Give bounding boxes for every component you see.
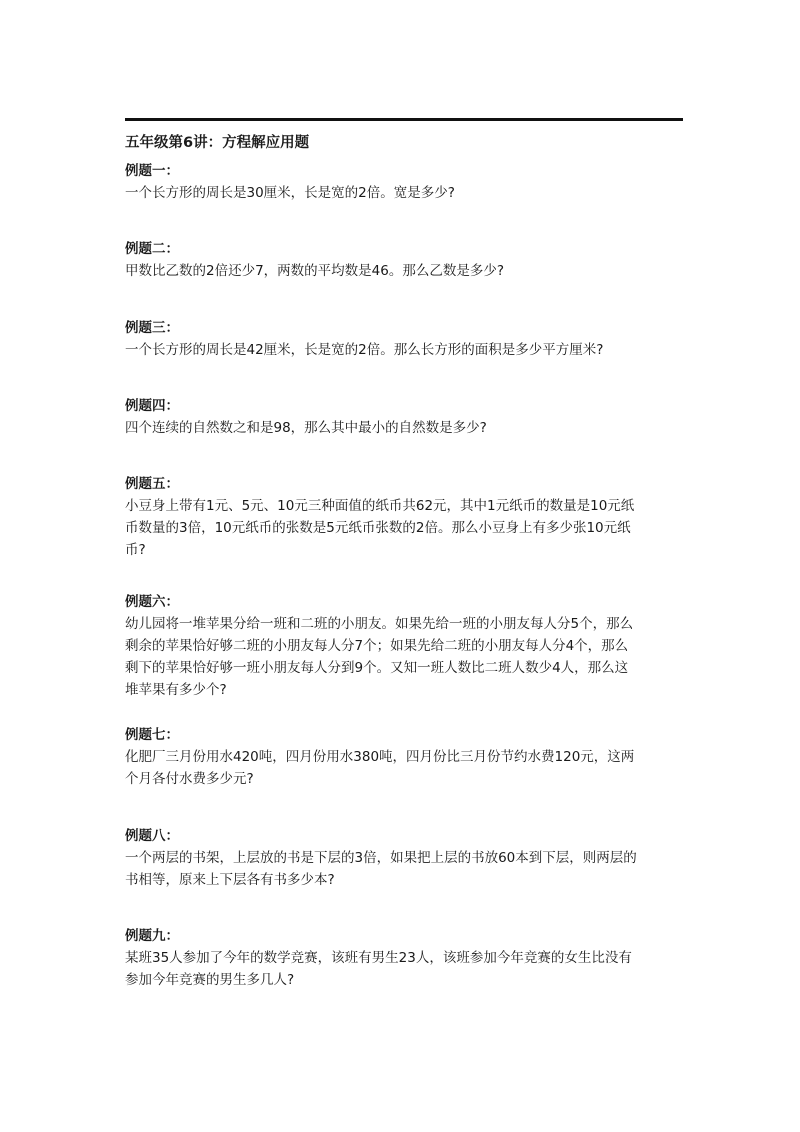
problem-text-line: 剩余的苹果恰好够二班的小朋友每人分7个；如果先给二班的小朋友每人分4个，那么 (125, 638, 629, 654)
problem-label: 例题一： (125, 163, 179, 179)
problem-text-line: 币? (125, 542, 146, 558)
problem-text-line: 某班35人参加了今年的数学竞赛，该班有男生23人，该班参加今年竞赛的女生比没有 (125, 950, 632, 966)
document-title: 五年级第6讲：方程解应用题 (125, 135, 310, 151)
problem-5 (125, 473, 690, 561)
problem-9 (125, 925, 690, 991)
problem-2 (125, 238, 690, 282)
problem-text-line: 书相等，原来上下层各有书多少本? (125, 872, 335, 888)
problem-text-line: 一个两层的书架，上层放的书是下层的3倍，如果把上层的书放60本到下层，则两层的 (125, 850, 637, 866)
problem-label: 例题三： (125, 320, 179, 336)
problem-text-line: 币数量的3倍，10元纸币的张数是5元纸币张数的2倍。那么小豆身上有多少张10元纸 (125, 520, 631, 536)
problem-7 (125, 724, 690, 790)
problem-text-line: 堆苹果有多少个? (125, 682, 227, 698)
problem-text-line: 参加今年竞赛的男生多几人? (125, 972, 295, 988)
problem-text-line: 化肥厂三月份用水420吨，四月份用水380吨，四月份比三月份节约水费120元，这两 (125, 749, 635, 765)
problem-text-line: 一个长方形的周长是30厘米，长是宽的2倍。宽是多少? (125, 185, 455, 201)
problem-label: 例题四： (125, 398, 179, 414)
problem-label: 例题五： (125, 476, 179, 492)
problem-text-line: 个月各付水费多少元? (125, 771, 254, 787)
problem-text-line: 小豆身上带有1元、5元、10元三种面值的纸币共62元，其中1元纸币的数量是10元纸 (125, 498, 635, 514)
problem-text-line: 四个连续的自然数之和是98，那么其中最小的自然数是多少? (125, 420, 487, 436)
problem-label: 例题二： (125, 241, 179, 257)
problem-3 (125, 317, 690, 361)
problem-4 (125, 395, 690, 439)
problem-text-line: 剩下的苹果恰好够一班小朋友每人分到9个。又知一班人数比二班人数少4人，那么这 (125, 660, 629, 676)
problem-text-line: 甲数比乙数的2倍还少7，两数的平均数是46。那么乙数是多少? (125, 263, 505, 279)
problem-label: 例题八： (125, 828, 179, 844)
problem-label: 例题九： (125, 928, 179, 944)
problem-label: 例题六： (125, 594, 179, 610)
problem-6 (125, 591, 690, 701)
problem-1 (125, 160, 690, 204)
problem-text-line: 幼儿园将一堆苹果分给一班和二班的小朋友。如果先给一班的小朋友每人分5个，那么 (125, 616, 634, 632)
problem-8 (125, 825, 690, 891)
problem-text-line: 一个长方形的周长是42厘米，长是宽的2倍。那么长方形的面积是多少平方厘米? (125, 342, 604, 358)
header-rule (125, 118, 683, 121)
problem-label: 例题七： (125, 727, 179, 743)
